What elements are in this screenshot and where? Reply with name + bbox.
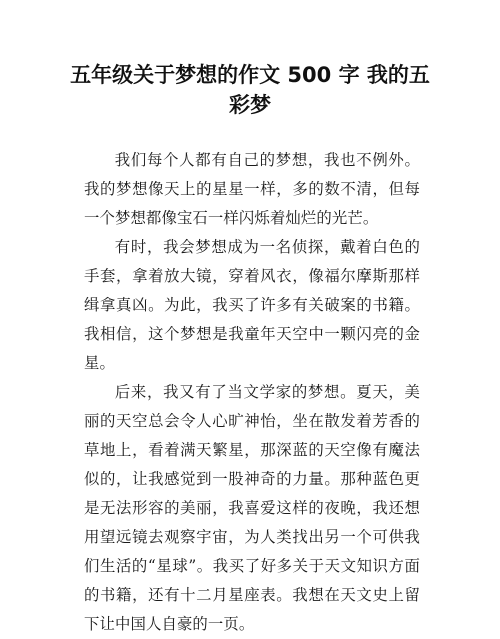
paragraph: 后来，我又有了当文学家的梦想。夏天，美丽的天空总会令人心旷神怡，坐在散发着芳香的草地上，看着满天繁星，那深蓝的天空像有魔法似的，让我感觉到一股神奇的力量。那种蓝色更是无法形容的美丽，我喜爱这样的夜晚，我还想用望远镜去观察宇宙，为人类找出另一个可供我们生活的“星球”。我买了好多关于天文知识方面的书籍，还有十二月星座表。我想在天文史上留下让中国人自豪的一页。 <box>84 383 420 633</box>
paragraph: 我们每个人都有自己的梦想，我也不例外。我的梦想像天上的星星一样，多的数不清，但每一个梦想都像宝石一样闪烁着灿烂的光芒。 <box>84 151 420 227</box>
document-title: 五年级关于梦想的作文 500 字 我的五彩梦 <box>70 63 430 117</box>
paragraph: 有时，我会梦想成为一名侦探，戴着白色的手套，拿着放大镜，穿着风衣，像福尔摩斯那样缉拿真凶。为此，我买了许多有关破案的书籍。我相信，这个梦想是我童年天空中一颗闪亮的金星。 <box>84 238 420 372</box>
document-body <box>84 146 420 639</box>
